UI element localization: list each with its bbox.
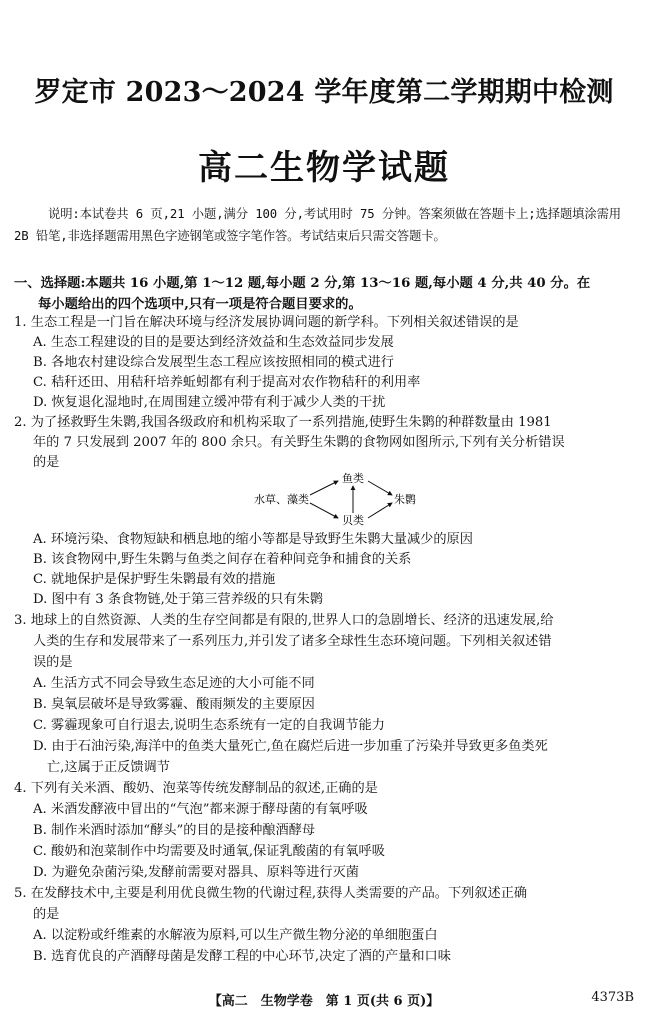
question-2-stem-line3: 的是 [33, 455, 60, 470]
question-1-option-a: A. 生态工程建设的目的是要达到经济效益和生态效益同步发展 [33, 335, 394, 350]
question-3-option-d-line2: 亡,这属于正反馈调节 [47, 760, 170, 775]
question-2-stem-line1: 2. 为了拯救野生朱鹮,我国各级政府和机构采取了一系列措施,使野生朱鹮的种群数量由 1981 [14, 415, 552, 430]
question-4-option-d: D. 为避免杂菌污染,发酵前需要对器具、原料等进行灭菌 [33, 865, 359, 880]
footer-exam-code: 4373B [591, 990, 634, 1005]
question-2-option-c: C. 就地保护是保护野生朱鹮最有效的措施 [33, 572, 276, 587]
question-5-stem-line1: 5. 在发酵技术中,主要是利用优良微生物的代谢过程,获得人类需要的产品。下列叙述正确 [14, 886, 528, 901]
question-3-stem-line3: 误的是 [33, 655, 73, 670]
question-2-option-a: A. 环境污染、食物短缺和栖息地的缩小等都是导致野生朱鹮大量减少的原因 [33, 532, 473, 547]
arrow-producer-to-fish [310, 481, 338, 495]
question-4-option-a: A. 米酒发酵液中冒出的“气泡”都来源于酵母菌的有氧呼吸 [33, 802, 368, 817]
question-3-stem-line1: 3. 地球上的自然资源、人类的生存空间都是有限的,世界人口的急剧增长、经济的迅速发展,给 [14, 613, 554, 628]
exam-title: 罗定市 2023～2024 学年度第二学期期中检测 [34, 77, 614, 108]
food-web-ibis-label: 朱鹮 [394, 493, 416, 506]
food-web-diagram [240, 470, 440, 530]
arrow-fish-to-ibis [368, 481, 392, 495]
question-2-option-d: D. 图中有 3 条食物链,处于第三营养级的只有朱鹮 [33, 592, 324, 607]
food-web-producer-label: 水草、藻类 [254, 493, 309, 506]
question-5-option-a: A. 以淀粉或纤维素的水解液为原料,可以生产微生物分泌的单细胞蛋白 [33, 928, 438, 943]
question-3-option-a: A. 生活方式不同会导致生态足迹的大小可能不同 [33, 676, 315, 691]
question-3-option-d-line1: D. 由于石油污染,海洋中的鱼类大量死亡,鱼在腐烂后进一步加重了污染并导致更多鱼类死 [33, 739, 548, 754]
question-4-option-c: C. 酸奶和泡菜制作中均需要及时通氧,保证乳酸菌的有氧呼吸 [33, 844, 385, 859]
footer-page-info: 【高二 生物学卷 第 1 页(共 6 页)】 [208, 994, 440, 1009]
question-2-option-b: B. 该食物网中,野生朱鹮与鱼类之间存在着种间竞争和捕食的关系 [33, 552, 412, 567]
arrow-shellfish-to-ibis [368, 503, 392, 518]
question-3-option-b: B. 臭氧层破坏是导致雾霾、酸雨频发的主要原因 [33, 697, 315, 712]
food-web-shellfish-label: 贝类 [342, 514, 364, 527]
exam-subtitle: 高二生物学试题 [198, 148, 450, 188]
instructions: 说明:本试卷共 6 页,21 小题,满分 100 分,考试用时 75 分钟。答案须做在答题卡上;选择题填涂需用 2B 铅笔,非选择题需用黑色字迹钢笔或签字笔作答。考试结束后只需交答题卡。 [14, 207, 621, 243]
section-heading [14, 273, 638, 315]
question-5-option-b: B. 选育优良的产酒酵母菌是发酵工程的中心环节,决定了酒的产量和口味 [33, 949, 451, 964]
section-heading-line1: 一、选择题:本题共 16 小题,第 1～12 题,每小题 2 分,第 13～16 题,每小题 4 分,共 40 分。在 [14, 276, 591, 291]
question-4-stem: 4. 下列有关米酒、酸奶、泡菜等传统发酵制品的叙述,正确的是 [14, 781, 378, 796]
question-3-option-c: C. 雾霾现象可自行退去,说明生态系统有一定的自我调节能力 [33, 718, 385, 733]
question-5-stem-line2: 的是 [33, 907, 60, 922]
section-heading-line2: 每小题给出的四个选项中,只有一项是符合题目要求的。 [38, 297, 362, 312]
question-1-option-b: B. 各地农村建设综合发展型生态工程应该按照相同的模式进行 [33, 355, 394, 370]
question-1-option-c: C. 秸秆还田、用秸秆培养蚯蚓都有利于提高对农作物秸秆的利用率 [33, 375, 421, 390]
food-web-fish-label: 鱼类 [342, 472, 364, 485]
question-2-stem-line2: 年的 7 只发展到 2007 年的 800 余只。有关野生朱鹮的食物网如图所示,下列有关分析错误 [33, 435, 565, 450]
arrow-producer-to-shellfish [310, 503, 338, 518]
question-3-stem-line2: 人类的生存和发展带来了一系列压力,并引发了诸多全球性生态环境问题。下列相关叙述错 [33, 634, 552, 649]
question-1-stem: 1. 生态工程是一门旨在解决环境与经济发展协调问题的新学科。下列相关叙述错误的是 [14, 315, 519, 330]
question-1-option-d: D. 恢复退化湿地时,在周围建立缓冲带有利于减少人类的干扰 [33, 395, 386, 410]
question-4-option-b: B. 制作米酒时添加“酵头”的目的是接种酿酒酵母 [33, 823, 316, 838]
